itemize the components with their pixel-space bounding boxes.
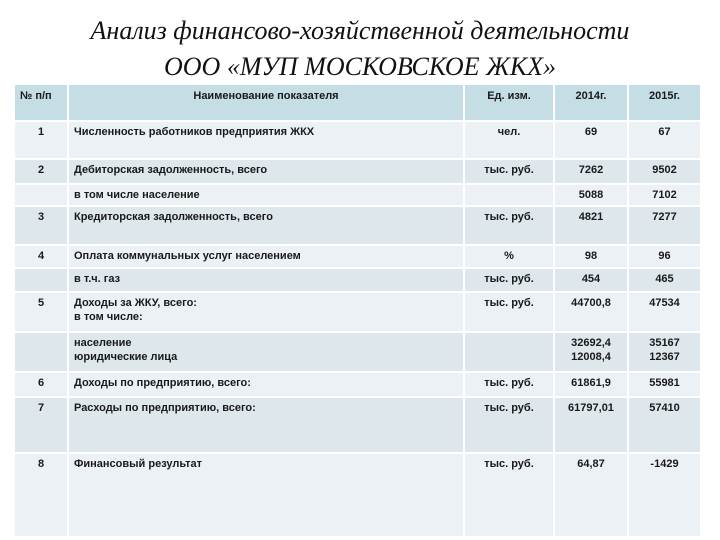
row-2014-line1: 32692,4 xyxy=(571,337,611,349)
row-name: Финансовый результат xyxy=(68,453,464,537)
row-2014: 64,87 xyxy=(554,453,628,537)
row-name: Численность работников предприятия ЖКХ xyxy=(68,121,464,159)
row-2015: 7277 xyxy=(628,206,701,245)
row-num: 6 xyxy=(14,372,68,397)
table-row xyxy=(14,159,701,184)
page-title: Анализ финансово-хозяйственной деятельности xyxy=(90,16,630,45)
row-num: 4 xyxy=(14,245,68,268)
row-num: 7 xyxy=(14,397,68,453)
financial-analysis-table xyxy=(13,83,702,538)
row-2015: -1429 xyxy=(628,453,701,537)
row-2014: 5088 xyxy=(554,184,628,206)
header-name: Наименование показателя xyxy=(68,84,464,121)
row-2015: 9502 xyxy=(628,159,701,184)
row-name-line2: в том числе: xyxy=(74,311,143,323)
row-2014-line2: 12008,4 xyxy=(571,351,611,363)
table-row xyxy=(14,206,701,245)
row-num: 8 xyxy=(14,453,68,537)
row-unit xyxy=(464,184,554,206)
row-name-line2: юридические лица xyxy=(74,351,178,363)
row-2014: 44700,8 xyxy=(554,292,628,332)
row-2015-line2: 12367 xyxy=(649,351,680,363)
header-num: № п/п xyxy=(14,84,68,121)
row-unit: тыс. руб. xyxy=(464,206,554,245)
table-row xyxy=(14,453,701,537)
row-2015: 67 xyxy=(628,121,701,159)
row-2014: 61861,9 xyxy=(554,372,628,397)
row-num: 3 xyxy=(14,206,68,245)
row-name-line1: население xyxy=(74,337,132,349)
row-name xyxy=(68,292,464,332)
table-row xyxy=(14,372,701,397)
row-unit: тыс. руб. xyxy=(464,453,554,537)
row-unit: тыс. руб. xyxy=(464,268,554,292)
row-2014: 4821 xyxy=(554,206,628,245)
row-num: 5 xyxy=(14,292,68,332)
table-row xyxy=(14,397,701,453)
row-name: в т.ч. газ xyxy=(68,268,464,292)
row-unit: тыс. руб. xyxy=(464,372,554,397)
row-2014 xyxy=(554,332,628,372)
table-row xyxy=(14,184,701,206)
header-2015: 2015г. xyxy=(628,84,701,121)
row-name-line1: Доходы за ЖКУ, всего: xyxy=(74,297,197,309)
row-unit: тыс. руб. xyxy=(464,397,554,453)
company-title: ООО «МУП МОСКОВСКОЕ ЖКХ» xyxy=(163,52,557,81)
table-header-row xyxy=(14,84,701,121)
row-2015: 57410 xyxy=(628,397,701,453)
row-2015-line1: 35167 xyxy=(649,337,680,349)
row-name: Кредиторская задолженность, всего xyxy=(68,206,464,245)
row-2015: 47534 xyxy=(628,292,701,332)
row-unit xyxy=(464,332,554,372)
row-unit: тыс. руб. xyxy=(464,292,554,332)
row-2015: 55981 xyxy=(628,372,701,397)
row-name: в том числе население xyxy=(68,184,464,206)
row-2015 xyxy=(628,332,701,372)
row-name: Расходы по предприятию, всего: xyxy=(68,397,464,453)
row-name: Оплата коммунальных услуг населением xyxy=(68,245,464,268)
row-2015: 7102 xyxy=(628,184,701,206)
row-num: 1 xyxy=(14,121,68,159)
row-2014: 98 xyxy=(554,245,628,268)
table-row xyxy=(14,268,701,292)
row-name: Доходы по предприятию, всего: xyxy=(68,372,464,397)
row-2014: 69 xyxy=(554,121,628,159)
row-num xyxy=(14,332,68,372)
table-row xyxy=(14,332,701,372)
table-row xyxy=(14,292,701,332)
row-num xyxy=(14,184,68,206)
table-row xyxy=(14,245,701,268)
table-row xyxy=(14,121,701,159)
row-2014: 454 xyxy=(554,268,628,292)
row-num: 2 xyxy=(14,159,68,184)
row-unit: чел. xyxy=(464,121,554,159)
row-2015: 96 xyxy=(628,245,701,268)
row-2014: 61797,01 xyxy=(554,397,628,453)
row-unit: тыс. руб. xyxy=(464,159,554,184)
row-name: Дебиторская задолженность, всего xyxy=(68,159,464,184)
row-num xyxy=(14,268,68,292)
header-2014: 2014г. xyxy=(554,84,628,121)
row-name xyxy=(68,332,464,372)
row-2015: 465 xyxy=(628,268,701,292)
row-unit: % xyxy=(464,245,554,268)
header-unit: Ед. изм. xyxy=(464,84,554,121)
row-2014: 7262 xyxy=(554,159,628,184)
